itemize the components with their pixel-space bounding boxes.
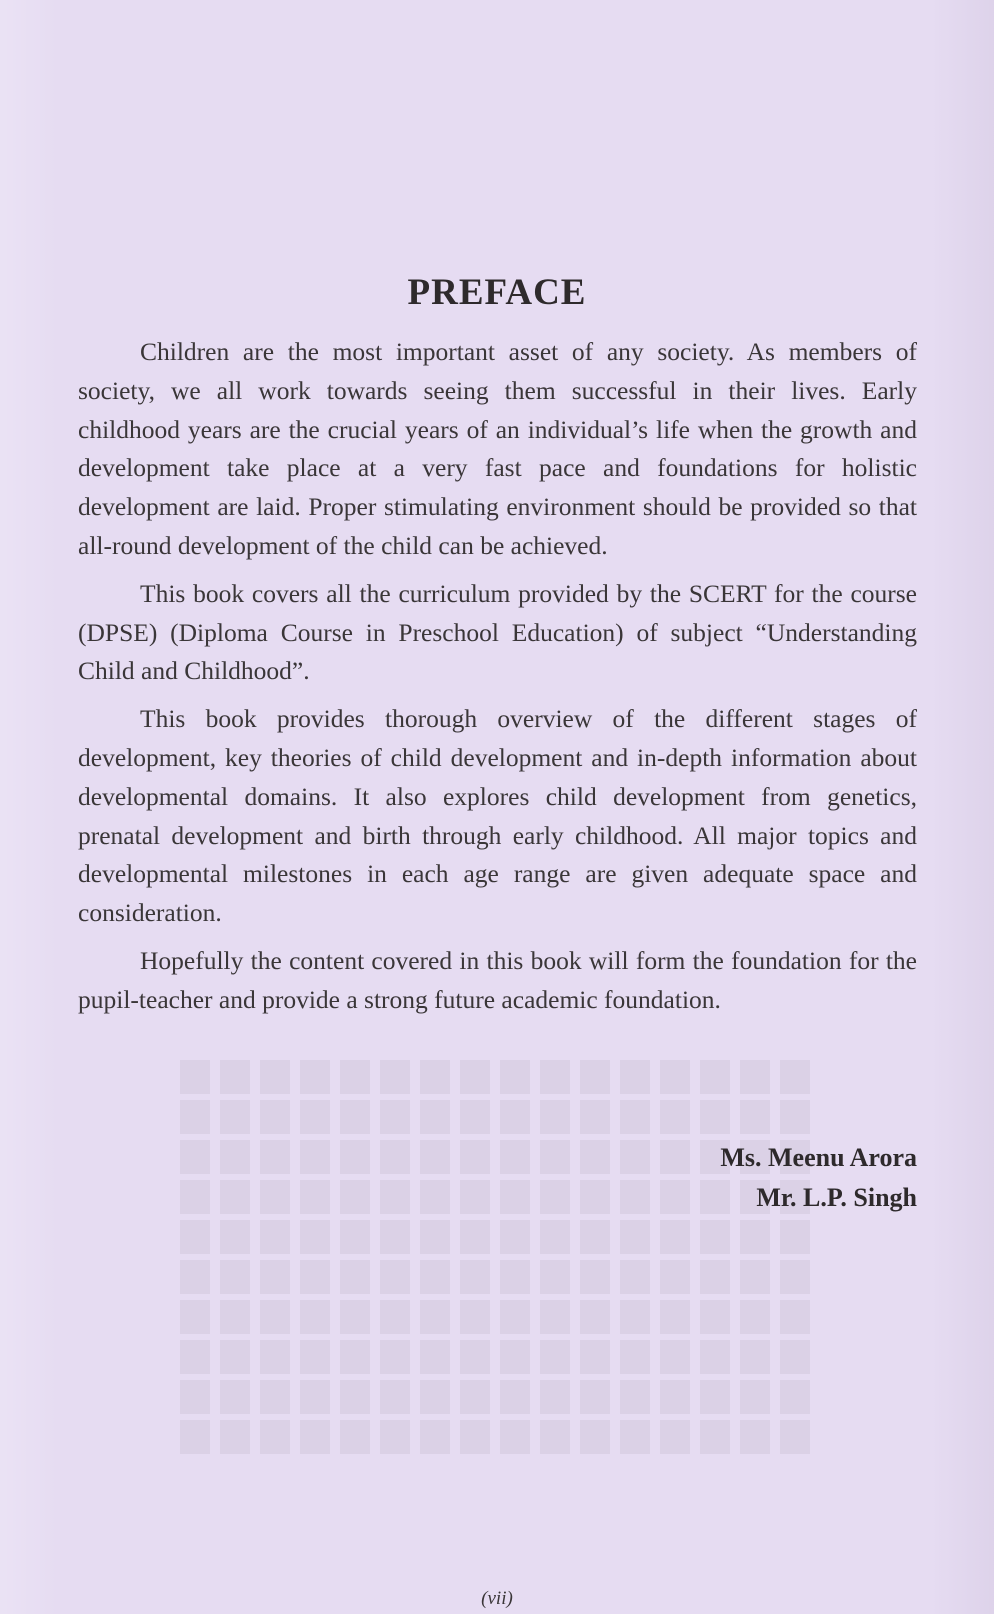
author-name: Mr. L.P. Singh — [756, 1183, 917, 1212]
paragraph: Hopefully the content covered in this book will form the foundation for the pupil-teacher and provide a strong future academic foundation. — [78, 945, 917, 1014]
page-title: PREFACE — [407, 271, 587, 313]
paragraph: This book covers all the curriculum provided by the SCERT for the course (DPSE) (Diploma Course in Preschool Education) of subject “Understanding Child and Childhood”. — [78, 578, 917, 686]
preface-body — [78, 333, 917, 1029]
paragraph: This book provides thorough overview of the different stages of development, key theories of child development and in-depth information about developmental domains. It also explores child development from genetics, prenatal development and birth through early childhood. All major topics and developmental milestones in each age range are given adequate space and consideration. — [78, 704, 917, 928]
author-signature — [720, 1138, 917, 1218]
author-name: Ms. Meenu Arora — [720, 1143, 917, 1172]
paragraph: Children are the most important asset of any society. As members of society, we all work towards seeing them successful in their lives. Early childhood years are the crucial years of an individual’s life when the growth and development take place at a very fast pace and foundations for holistic development are laid. Proper stimulating environment should be provided so that all-round development of the child can be achieved. — [78, 337, 917, 560]
show-through-text — [180, 1060, 820, 1480]
page-number: (vii) — [481, 1588, 513, 1609]
